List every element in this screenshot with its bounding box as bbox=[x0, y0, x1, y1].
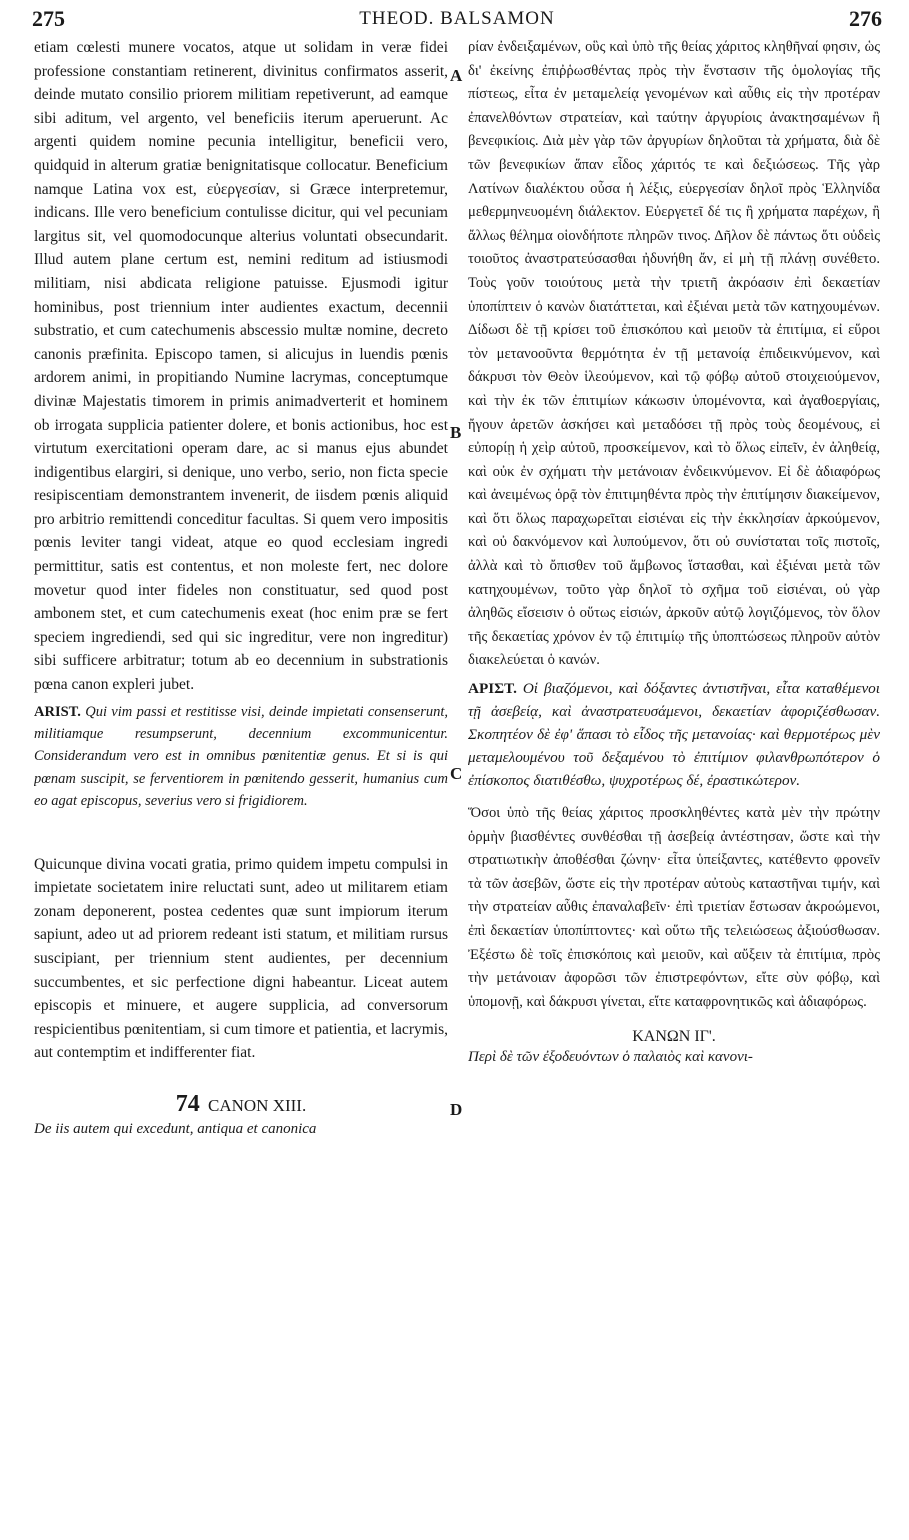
greek-body: ρίαν ἐνδειξαμένων, οὓς καὶ ὑπὸ τῆς θείας χάριτος κληθῆναί φησιν, ὡς δι' ἐκείνης ἐπιῤῥωσθέντας πρὸς τὴν ἔνστασιν τῆς ὁμολογίας τῆς πίστεως, εἶτα ἐν μεταμελείᾳ γενομένων καὶ αὖθις εἰς τὴν προτέραν ἐπανελθόντων στρατείαν, καὶ ταύτην ἀργυρίοις ἀνακτησαμένων ἢ βενεφικίοις. Διὰ μὲν γὰρ τῶν ἀργυρίων δηλοῦται τὰ χρήματα, διὰ δὲ τῶν βενεφικίων ἅπαν εἶδος χάριτός τε καὶ δεξιώσεως. Τῆς γὰρ Λατίνων διαλέκτου οὖσα ἡ λέξις, εὐεργεσίαν δηλοῖ πρὸς Ἑλληνίδα μεθερμηνευομένη διάλεκτον. Εὐεργετεῖ δέ τις ἢ χρήματα παρέχων, ἢ ἄλλως θέλημα οἱονδήποτε πληρῶν τινος. Δῆλον δὲ πάντως ὅτι οὐδεὶς τοιοῦτος ἀναστρατεύσασθαι ἠδυνήθη ἄν, εἰ μὴ τῇ πλάνῃ συνέθετο. Τοὺς γοῦν τοιούτους μετὰ τὴν τριετῆ ἀκρόασιν ἐπὶ δεκαετίαν ὑποπίπτειν ὁ κανὼν διατάττεται, καὶ ἐξιέναι μετὰ τῶν κατηχουμένων. Δίδωσι δὲ τῇ κρίσει τοῦ ἐπισκόπου καὶ μειοῦν τὰ ἐπιτίμια, εἰ εὕροι τὸν μετανοοῦντα θερμότητα ἐν τῇ μετανοίᾳ ἐπιδεικνύμενον, καὶ δάκρυσι τὸν Θεὸν ἱλεούμενον, καὶ τῷ φόβῳ αὐτοῦ στοιχειούμενον, καὶ τὴν ἐκ τῶν ἐπιτιμίων κάκωσιν ὑπομένοντα, καὶ ἀγαθοεργίαις, ἤγουν ἀρετῶν ἀσκήσει καὶ μεταδόσει τῇ πρὸς τοὺς δεομένους, εἰ εὐπορίῃ ἡ χεὶρ αὐτοῦ, προσκείμενον, καὶ τὸ ὅλως εἰπεῖν, ἐν ἀληθείᾳ, καὶ οὐκ ἐν σχήματι τὴν μετάνοιαν ἐνδεικνύμενον. Εἰ δὲ ἀδιαφόρως καὶ ἀνειμένως ὁρᾷ τὸν ἐπιτιμηθέντα πρὸς τὴν ἐπιτίμησιν διακείμενον, καὶ ὅτι ὅλως παραχωρεῖται εἰσιέναι εἰς τὴν ἐκκλησίαν ἀρκούμενον, καὶ οὐ δακνόμενον καὶ λυπούμενον, ὅτι οὐ συνίσταται τοῖς πιστοῖς, ἀλλὰ καὶ τὸ ὄπισθεν τοῦ ἄμβωνος ἵστασθαι, καὶ ἐξιέναι μετὰ τῶν κατηχουμένων, τοῦτο γὰρ δηλοῖ τὸ σχῆμα τοῦ εἰσιέναι, οὐ γὰρ ἀληθῶς εἴσεισιν ὁ οὕτως εἰσιών, ἀρκοῦν αὐτῷ λογιζόμενος, τὸν ὅλον τῆς δεκαετίας χρόνον ἐν τῷ ἐπιτιμίῳ τῆς ὑποπτώσεως πληροῦν αὐτὸν διακελεύεται ὁ κανών. bbox=[468, 39, 880, 669]
margin-marker-a: A bbox=[450, 66, 463, 85]
latin-canon-title: CANON XIII. bbox=[208, 1096, 307, 1115]
latin-aristenus-note bbox=[34, 701, 448, 813]
latin-canon-text: Quicunque divina vocati gratia, primo quidem impetu compulsi in impietate societatem inire reluctati sunt, adeo ut militarem etiam zonam deponerent, postea cedentes quæ sunt impiorum iterum sapiunt, adeo ut ad priorem redeant isti statum, et militiam rursus suscipiant, per triennium stent audientes, per decennium succumbentes, et sic perfectione digni habeantur. Liceat autem episcopis et minuere, et augere supplicia, ad conversorum respicientibus pœnitentiam, si cum timore et patientia, et lacrymis, aut contemptim et indifferenter fiat. bbox=[34, 855, 448, 1062]
latin-canon-subtitle: De iis autem qui excedunt, antiqua et canonica bbox=[34, 1121, 317, 1137]
greek-canon-text: Ὅσοι ὑπὸ τῆς θείας χάριτος προσκληθέντες κατὰ μὲν τὴν πρώτην ὁρμὴν βιασθέντες συνθέσθαι τῇ ἀσεβείᾳ ἀντέστησαν, ὥστε καὶ τὴν στρατιωτικὴν ἀποθέσθαι ζώνην· εἶτα ὑπείξαντες, κατέθεντο φρονεῖν τὰ τῶν ἀσεβῶν, ὥστε εἰς τὴν προτέραν αὐτοὺς καταστῆναι τιμήν, καὶ τὴν στρατείαν αὖθις ἐπαναλαβεῖν· ἐπὶ τριετίαν ἔστωσαν ἀκροώμενοι, ἐπὶ δεκαετίαν ὑποπίπτοντες· καὶ οὕτω τῆς τελειώσεως ἀξιούσθωσαν. Ἐξέστω δὲ τοῖς ἐπισκόποις καὶ μειοῦν, καὶ αὔξειν τὰ ἐπιτίμια, πρὸς τὴν μετάνοιαν ἀφορῶσι τῶν ἐπιστρεφόντων, εἴτε σὺν φόβῳ, καὶ ὑπομονῇ, καὶ δάκρυσι γίνεται, εἴτε καταφρονητικῶς καὶ ἀδιαφόρως. bbox=[468, 805, 880, 1010]
margin-markers bbox=[448, 0, 468, 1540]
greek-aristenus-note bbox=[468, 677, 880, 792]
running-title: THEOD. BALSAMON bbox=[359, 8, 555, 29]
greek-canon-title: ΚΑΝΩΝ ΙΓ'. bbox=[632, 1028, 716, 1046]
latin-column bbox=[34, 36, 448, 1530]
greek-column bbox=[468, 36, 880, 1530]
greek-note-speaker: ΑΡΙΣΤ. bbox=[468, 680, 517, 698]
latin-note-text: Qui vim passi et restitisse visi, deinde impietati consenserunt, militiamque resumpserunt, decennium excommunicentur. Considerandum vero est in omnibus pœnitentiæ genus. Et si is qui pœnam suscipit, se ferventiorem in pœnitendo gesserit, humanius cum eo agat episcopus, severius vero si frigidiorem. bbox=[34, 703, 448, 810]
margin-marker-b: B bbox=[450, 423, 462, 442]
latin-body: etiam cœlesti munere vocatos, atque ut solidam in veræ fidei professione constantiam retinerent, divinitus confirmatos asserit, deinde mutato consilio priorem militiam repetiverunt, ad eamque sibi aditum, vel argento, vel beneficiis iterum aperuerunt. Ac argenti quidem nomine pecunia intelligitur, beneficii vero, quidquid in alterum gratiæ benignitatisque collocatur. Beneficium namque Latina vox est, εὐεργεσίαν, si Græce interpretemur, indicans. Ille vero beneficium contulisse dicitur, qui vel pecuniam largitus sit, vel quomodocunque alterius voluntati obsecundarit. Illud autem plane certum est, nemini reditum ad istiusmodi militiam, nisi abdicata religione patuisse. Ejusmodi igitur hominibus, post triennium inter audientes exactum, decennii substratio, et cum catechumenis abscessio multæ nomine, decreto canonis præfinita. Episcopo tamen, si alicujus in luendis pœnis ardorem animi, in propitiando Numine lacrymas, conceptumque divinæ Majestatis timorem in primis animadverterit et hominem ob irrogata supplicia patienter dolere, et bonis actionibus, hoc est virtutum exercitationi operam dare, ac si manus ejus abundet indigentibus elargiri, si denique, uno verbo, serio, non ficta specie resipiscentiam demonstrantem invenerit, de iisdem pœnis aliquid pro arbitrio remittendi conceditur facultas. Si quem vero impositis pœnis leviter tangi videat, atque eo quod ecclesiam ingredi permittitur, satis est contentus, et non moleste fert, nec dolore movetur quod inter fideles non constituatur, sed quod post ambonem stet, et cum catechumenis exeat (hoc enim præ se fert speciem ingrediendi, sed qui sic ingreditur, vere non ingreditur) sibi sufficere arbitratur; totum ab eo decennium in substrationis pœna canon expleri jubet. bbox=[34, 39, 448, 694]
greek-canon-subtitle: Περὶ δὲ τῶν ἐξοδευόντων ὁ παλαιὸς καὶ κανονι- bbox=[468, 1049, 753, 1066]
latin-note-speaker: ARIST. bbox=[34, 703, 81, 720]
page-number-right: 276 bbox=[849, 6, 882, 31]
margin-marker-d: D bbox=[450, 1100, 463, 1119]
spacer bbox=[34, 813, 448, 853]
margin-marker-c: C bbox=[450, 764, 463, 783]
latin-canon-number: 74 bbox=[175, 1091, 200, 1117]
page-number-left: 275 bbox=[32, 6, 65, 31]
spacer bbox=[468, 792, 880, 802]
greek-note-text: Οἱ βιαζόμενοι, καὶ δόξαντες ἀντιστῆναι, εἶτα καταθέμενοι τῇ ἀσεβείᾳ, καὶ ἀναστρατευσάμενοι, δεκαετίαν ἀφοριζέσθωσαν. Σκοπητέον δὲ ἐφ' ἅπασι τὸ εἶδος τῆς μετανοίας· καὶ θερμοτέρως μὲν μεταμελουμένου τοῦ δεξαμένου τὸ ἐπιτίμιον φιλανθρωπότερον ὁ ἐπίσκοπος διατιθέσθω, ψυχροτέρως δέ, ἐραστικώτερον. bbox=[468, 680, 880, 790]
latin-canon-heading bbox=[34, 1091, 448, 1118]
